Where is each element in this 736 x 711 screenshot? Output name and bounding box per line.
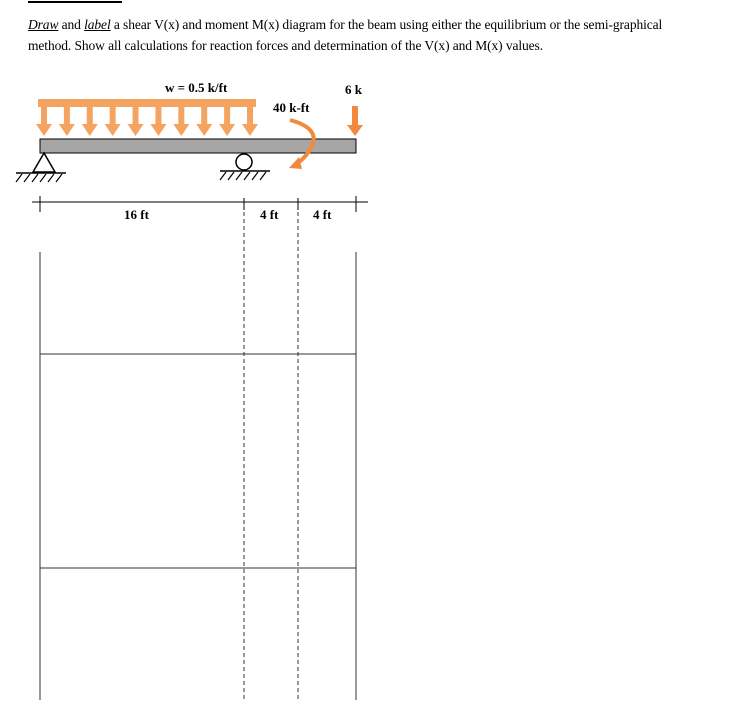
distributed-load — [36, 99, 258, 136]
udl-arrow-shaft — [224, 105, 230, 125]
udl-arrow-shaft — [178, 105, 184, 125]
udl-arrow-head — [36, 124, 52, 136]
word-draw: Draw — [28, 17, 59, 32]
distributed-load-arrows — [36, 105, 258, 136]
udl-arrow-head — [105, 124, 121, 136]
distributed-load-label: w = 0.5 k/ft — [165, 80, 228, 95]
udl-arrow-shaft — [201, 105, 207, 125]
word-label: label — [84, 17, 111, 32]
pin-support — [16, 153, 66, 182]
point-load-arrow — [347, 106, 363, 136]
udl-arrow-shaft — [133, 105, 139, 125]
problem-line1-rest: a shear V(x) and moment M(x) diagram for the beam using either the equilibrium or the semi-graphical — [110, 17, 663, 32]
distributed-load-bar — [38, 99, 256, 107]
dimension-label-1: 16 ft — [124, 207, 149, 222]
dimension-label-3: 4 ft — [313, 207, 332, 222]
point-load-label: 6 k — [345, 82, 362, 97]
udl-arrow-head — [82, 124, 98, 136]
udl-arrow-shaft — [155, 105, 161, 125]
word-and: and — [58, 17, 85, 32]
problem-line2: method. Show all calculations for reaction forces and determination of the V(x) and M(x) values. — [28, 38, 543, 53]
udl-arrow-head — [59, 124, 75, 136]
udl-arrow-head — [173, 124, 189, 136]
udl-arrow-shaft — [110, 105, 116, 125]
udl-arrow-shaft — [247, 105, 253, 125]
roller-support — [220, 154, 270, 180]
udl-arrow-head — [150, 124, 166, 136]
shear-moment-frames — [40, 212, 356, 700]
udl-arrow-shaft — [41, 105, 47, 125]
udl-arrow-head — [128, 124, 144, 136]
udl-arrow-shaft — [87, 105, 93, 125]
udl-arrow-head — [242, 124, 258, 136]
dimension-label-2: 4 ft — [260, 207, 279, 222]
moment-label: 40 k-ft — [273, 100, 310, 115]
udl-arrow-shaft — [64, 105, 70, 125]
udl-arrow-head — [219, 124, 235, 136]
udl-arrow-head — [196, 124, 212, 136]
